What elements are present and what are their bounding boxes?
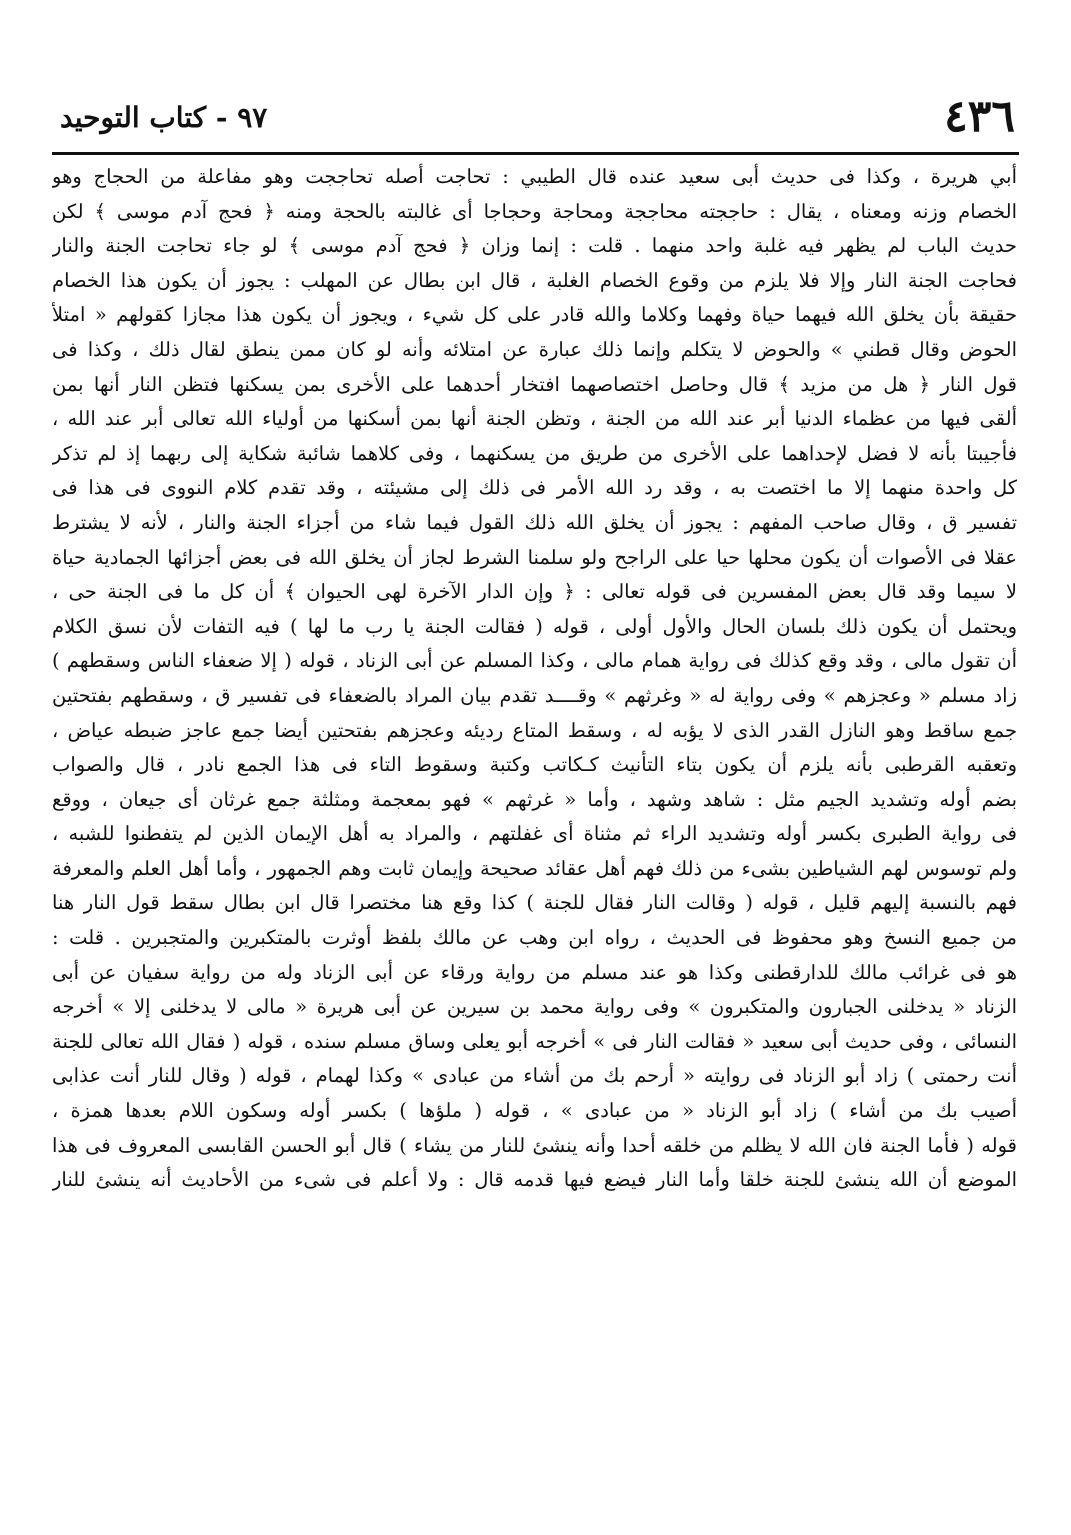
text-line: حقيقة بأن يخلق الله فيهما حياة وفهما وكلاما والله قادر على كل شيء ، ويجوز أن يكون هذا مجازا كقولهم « امتلأ xyxy=(52,303,1017,327)
page-number: ٤٣٦ xyxy=(944,91,1015,142)
page-body-text xyxy=(52,160,1017,1198)
text-line: ولم توسوس لهم الشياطين بشىء من ذلك فهم أهل عقائد صحيحة وإيمان ثابت وهم الجمهور ، وأما أهل العلم والمعرفة xyxy=(52,856,1017,880)
text-line: الخصام وزنه ومعناه ، يقال : حاججته محاججة ومحاجة وحجاجا أى غالبته بالحجة ومنه ﴿ فحج آدم موسى ﴾ لكن xyxy=(52,199,1017,223)
text-line: زاد مسلم « وعجزهم » وفى رواية له « وغرثهم » وقــــد تقدم بيان المراد بالضعفاء فى تفسير ق ، وسقطهم بفتحتين xyxy=(52,683,1017,707)
text-line: كل واحدة منهما إلا ما اختصت به ، وقد رد الله الأمر فى ذلك إلى مشيئته ، وقد تقدم كلام النووى فى هذا فى xyxy=(52,476,1017,500)
text-line: هو فى غرائب مالك للدارقطنى وكذا هو عند مسلم من رواية ورقاء عن أبى الزناد وله من رواية سفيان عن أبى xyxy=(52,960,1017,984)
text-line: وتعقبه القرطبى بأنه يلزم أن يكون بتاء التأنيث كـكاتب وكتبة وسقوط التاء فى هذا الجمع نادر ، قال والصواب xyxy=(52,753,1017,777)
text-line: أبي هريرة ، وكذا فى حديث أبى سعيد عنده قال الطيبي : تحاجت أصله تحاججت وهو مفاعلة من الحجاج وهو xyxy=(52,165,1017,188)
text-line: أصيب بك من أشاء ) زاد أبو الزناد « من عبادى » ، قوله ( ملؤها ) بكسر أوله وسكون اللام بعدها همزة ، xyxy=(52,1099,1017,1123)
text-line: قول النار ﴿ هل من مزيد ﴾ قال وحاصل اختصاصهما افتخار أحدهما على الأخرى بمن يسكنها فتظن النار أنها بمن xyxy=(52,372,1017,396)
text-line: جمع ساقط وهو النازل القدر الذى لا يؤبه له ، وسقط المتاع رديئه وعجزهم بفتحتين أيضا جمع عاجز ضبطه عياض ، xyxy=(52,718,1017,742)
text-line: حديث الباب لم يظهر فيه غلبة واحد منهما . قلت : إنما وزان ﴿ فحج آدم موسى ﴾ لو جاء تحاجت الجنة والنار xyxy=(52,234,1017,258)
text-line: فأجيبتا بأنه لا فضل لإحداهما على الأخرى من طريق من يسكنهما ، وفى كلاهما شائبة شكاية إلى ربهما إذ لم تذكر xyxy=(52,441,1017,465)
text-line: من جميع النسخ وهو محفوظ فى الحديث ، رواه ابن وهب عن مالك بلفظ أوثرت بالمتكبرين والمتجبرين . قلت : xyxy=(52,926,1017,950)
text-line: ويحتمل أن يكون ذلك بلسان الحال والأول أولى ، قوله ( فقالت الجنة يا رب ما لها ) فيه التفات لأن نسق الكلام xyxy=(52,614,1017,638)
text-line: تفسير ق ، وقال صاحب المفهم : يجوز أن يخلق الله ذلك القول فيما شاء من أجزاء الجنة والنار ، لأنه لا يشترط xyxy=(52,510,1017,534)
running-title: ٩٧ - كتاب التوحيد xyxy=(60,101,268,134)
text-line: أن تقول مالى ، وقد وقع كذلك فى رواية همام مالى ، وكذا المسلم عن أبى الزناد ، قوله ( إلا ضعفاء الناس وسقطهم ) xyxy=(52,649,1017,673)
text-line: أنت رحمتى ) زاد أبو الزناد فى روايته « أرحم بك من أشاء من عبادى » وكذا لهمام ، قوله ( وقال للنار أنت عذابى xyxy=(52,1064,1017,1088)
page-header xyxy=(54,88,1015,146)
text-line: بضم أوله وتشديد الجيم مثل : شاهد وشهد ، وأما « غرثهم » فهو بمعجمة ومثلثة جمع غرثان أى جيعان ، ووقع xyxy=(52,787,1017,811)
text-line: عقلا فى الأصوات أن يكون محلها حيا على الراجح ولو سلمنا الشرط لجاز أن يخلق الله فى بعض أجزائها الجمادية حياة xyxy=(52,545,1017,569)
text-line: فى رواية الطبرى بكسر أوله وتشديد الراء ثم مثناة أى غفلتهم ، والمراد به أهل الإيمان الذين لم يتفطنوا للشبه ، xyxy=(52,822,1017,846)
text-line: النسائى ، وفى حديث أبى سعيد « فقالت النار فى » أخرجه أبو يعلى وساق مسلم سنده ، قوله ( فقال الله تعالى للجنة xyxy=(52,1029,1017,1053)
header-rule xyxy=(52,152,1019,155)
text-line: قوله ( فأما الجنة فان الله لا يظلم من خلقه أحدا وأنه ينشئ للنار من يشاء ) قال أبو الحسن القابسى المعروف فى هذا xyxy=(52,1133,1017,1157)
text-line: الزناد « يدخلنى الجبارون والمتكبرون » وفى رواية محمد بن سيرين عن أبى هريرة « مالى لا يدخلنى إلا » أخرجه xyxy=(52,995,1017,1019)
text-line: فهم بالنسبة إليهم قليل ، قوله ( وقالت النار فقال للجنة ) كذا وقع هنا مختصرا قال ابن بطال سقط قول النار هنا xyxy=(52,891,1017,915)
text-line: ألقى فيها من عظماء الدنيا أبر عند الله من الجنة ، وتظن الجنة أنها بمن أسكنها من أولياء الله تعالى أبر عند الله ، xyxy=(52,407,1017,431)
text-line: فحاجت الجنة النار وإلا فلا يلزم من وقوع الخصام الغلبة ، قال ابن بطال عن المهلب : يجوز أن يكون هذا الخصام xyxy=(52,268,1017,292)
text-line: الموضع أن الله ينشئ للجنة خلقا وأما النار فيضع فيها قدمه قال : ولا أعلم فى شىء من الأحاديث أنه ينشئ للنار xyxy=(52,1168,1017,1192)
text-line: الحوض وقال قطني » والحوض لا يتكلم وإنما ذلك عبارة عن امتلائه وأنه لو كان ممن ينطق لقال ذلك ، وكذا فى xyxy=(52,337,1017,361)
text-line: لا سيما وقد قال بعض المفسرين فى قوله تعالى : ﴿ وإن الدار الآخرة لهى الحيوان ﴾ أن كل ما فى الجنة حى ، xyxy=(52,580,1017,604)
